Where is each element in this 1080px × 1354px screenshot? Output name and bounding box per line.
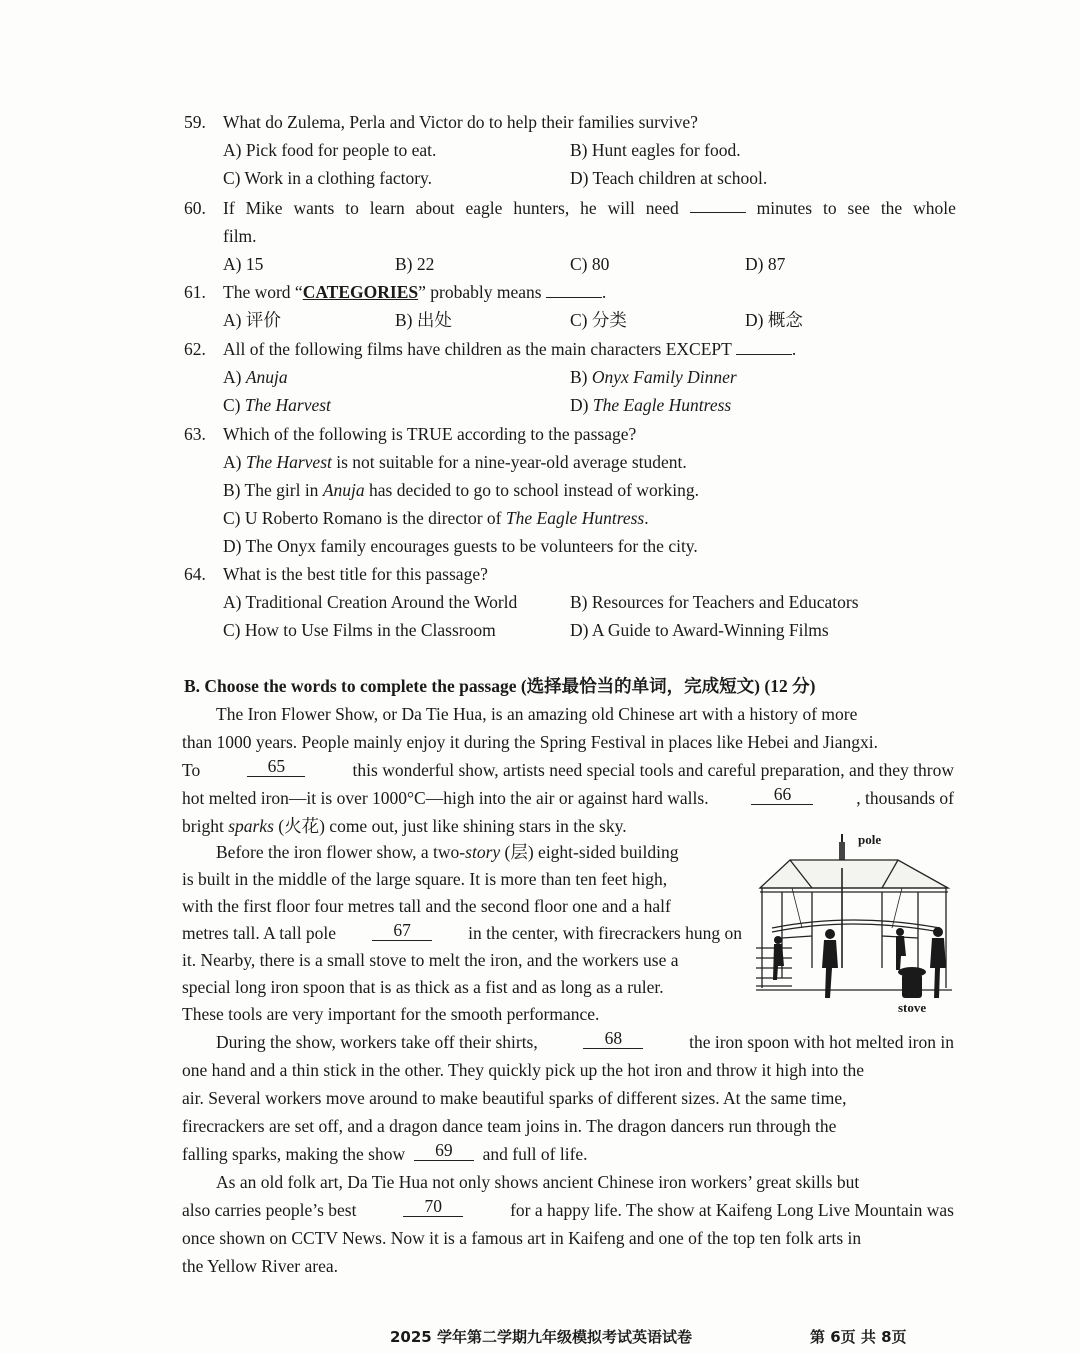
blank-67: 67: [372, 920, 432, 941]
option-c: C) How to Use Films in the Classroom: [223, 620, 496, 640]
question-stem: Which of the following is TRUE according to the passage?: [223, 424, 637, 444]
option-d: D) 87: [745, 254, 786, 274]
stove-label: stove: [898, 1000, 927, 1015]
option-b: B) Hunt eagles for food.: [570, 140, 741, 160]
answer-blank: [546, 279, 602, 298]
question-number: 62.: [184, 339, 206, 359]
option-a: A) Pick food for people to eat.: [223, 140, 437, 160]
question-stem: The word “CATEGORIES” probably means .: [223, 278, 606, 306]
option-b: B) 22: [395, 254, 435, 274]
option-d: D) The Onyx family encourages guests to be volunteers for the city.: [223, 536, 698, 556]
passage-paragraph-2: Before the iron flower show, a two- story (层) eight-sided building is built in the middle of the large square. It is more than ten feet high, with the first floor four metres tall and the second floor one and a half metres tall. A tall pole 67 in the center, with firecrackers hung on it. Nearby, there is a small stove to melt the iron, and the workers use a special long iron spoon that is as thick as a fist and as long as a ruler. These tools are very important for the smooth performance.: [182, 842, 742, 1024]
option-b: B) Resources for Teachers and Educators: [570, 592, 859, 612]
blank-69: 69: [414, 1140, 474, 1161]
answer-blank: [736, 336, 792, 355]
passage-paragraph-1: The Iron Flower Show, or Da Tie Hua, is an amazing old Chinese art with a history of more than 1000 years. People mainly enjoy it during the Spring Festival in places like Hebei and Jiangxi. To 65 this wonderful show, artists need special tools and careful preparation, and they throw hot melted iron—it is over 1000°C—high into the air or against hard walls. 66 , thousands of bright sparks (火花) come out, just like shining stars in the sky.: [182, 704, 954, 836]
option-a: A) Traditional Creation Around the World: [223, 592, 518, 612]
question-stem: What do Zulema, Perla and Victor do to help their families survive?: [223, 112, 698, 132]
option-c: C) The Harvest: [223, 395, 331, 415]
option-c: C) U Roberto Romano is the director of The Eagle Huntress.: [223, 508, 649, 528]
question-number: 60.: [184, 198, 206, 218]
option-d: D) A Guide to Award-Winning Films: [570, 620, 829, 640]
blank-65: 65: [247, 756, 305, 777]
passage-paragraph-4: As an old folk art, Da Tie Hua not only shows ancient Chinese iron workers’ great skills but also carries people’s best 70 for a happy life. The show at Kaifeng Long Live Mountain was once shown on CCTV News. Now it is a famous art in Kaifeng and one of the top ten folk arts in the Yellow River area.: [182, 1172, 954, 1276]
question-stem: All of the following films have children as the main characters EXCEPT .: [223, 335, 796, 363]
question-number: 64.: [184, 564, 206, 584]
option-c: C) 分类: [570, 310, 627, 330]
option-d: D) The Eagle Huntress: [570, 395, 732, 415]
exam-title: 2025 学年第二学期九年级模拟考试英语试卷: [390, 1328, 692, 1346]
option-a: A) The Harvest is not suitable for a nine-year-old average student.: [223, 452, 687, 472]
option-b: B) 出处: [395, 310, 452, 330]
option-c: C) Work in a clothing factory.: [223, 168, 433, 188]
section-b-heading: B. Choose the words to complete the passage (选择最恰当的单词，完成短文) (12 分): [184, 676, 816, 696]
question-number: 59.: [184, 112, 206, 132]
building-illustration: [752, 828, 956, 1022]
question-number: 63.: [184, 424, 206, 444]
pole-label: pole: [858, 832, 882, 847]
option-b: B) Onyx Family Dinner: [570, 367, 737, 387]
question-59: [184, 108, 956, 192]
option-d: D) 概念: [745, 310, 803, 330]
keyword: CATEGORIES: [302, 282, 419, 302]
option-a: A) Anuja: [223, 367, 288, 387]
option-b: B) The girl in Anuja has decided to go to school instead of working.: [223, 480, 700, 500]
blank-68: 68: [583, 1028, 643, 1049]
blank-70: 70: [403, 1196, 463, 1217]
question-stem: If Mike wants to learn about eagle hunters, he will need minutes to see the whole: [223, 194, 956, 222]
question-stem: What is the best title for this passage?: [223, 564, 488, 584]
answer-blank: [690, 194, 746, 213]
page-footer: [0, 1326, 1080, 1350]
option-a: A) 评价: [223, 310, 281, 330]
blank-66: 66: [751, 784, 813, 805]
option-c: C) 80: [570, 254, 610, 274]
question-64: [184, 560, 956, 644]
question-63: [184, 420, 956, 560]
question-60: [184, 194, 956, 278]
question-number: 61.: [184, 282, 206, 302]
iron-flower-building-figure: [752, 828, 956, 1022]
option-d: D) Teach children at school.: [570, 168, 768, 188]
page-number: 第 6页 共 8页: [810, 1328, 907, 1346]
option-a: A) 15: [223, 254, 264, 274]
question-62: [184, 335, 956, 419]
passage-paragraph-3: During the show, workers take off their shirts, 68 the iron spoon with hot melted iron in one hand and a thin stick in the other. They quickly pick up the hot iron and throw it high into the air. Several workers move around to make beautiful sparks of different sizes. At the same time, firecrackers are set off, and a dragon dance team joins in. The dragon dancers run through the falling sparks, making the show 69 and full of life.: [182, 1028, 954, 1164]
question-stem-continued: film.: [223, 226, 257, 246]
question-61: [184, 278, 956, 334]
